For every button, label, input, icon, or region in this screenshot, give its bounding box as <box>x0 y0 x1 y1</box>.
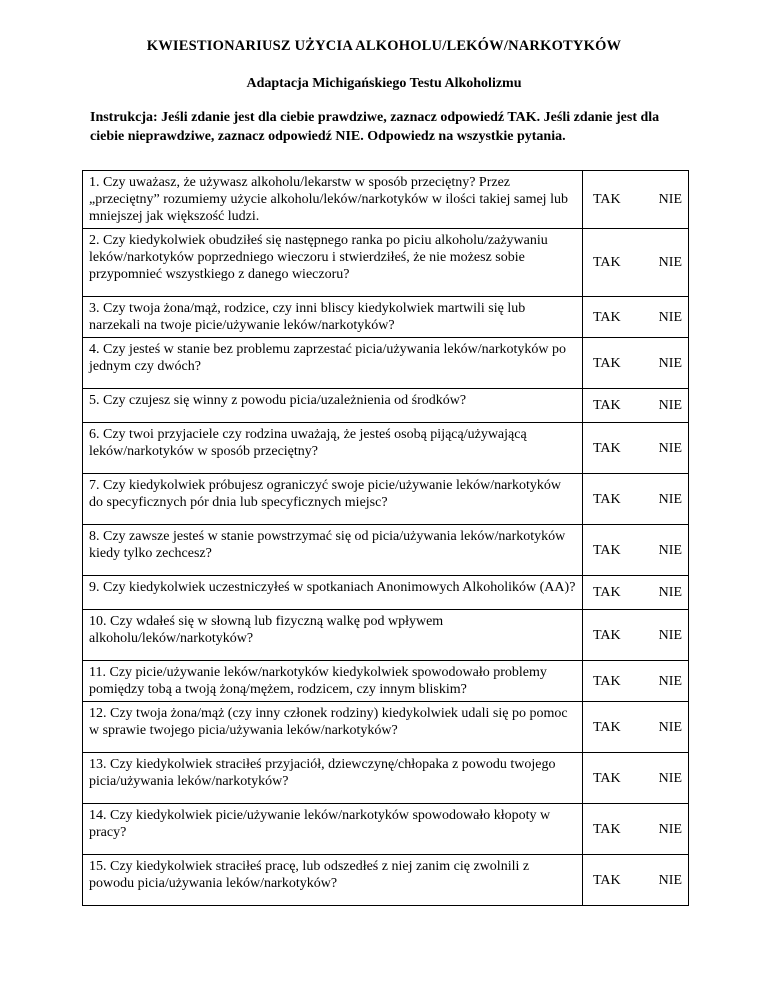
answer-yes[interactable]: TAK <box>593 821 621 837</box>
question-text: 14. Czy kiedykolwiek picie/używanie leków/narkotyków spowodowało kłopoty w pracy? <box>89 808 551 840</box>
question-cell <box>83 804 583 855</box>
question-row <box>83 229 689 297</box>
question-cell <box>83 474 583 525</box>
answer-yes[interactable]: TAK <box>593 627 621 643</box>
question-cell <box>83 423 583 474</box>
row-spacer <box>89 375 577 385</box>
question-text: 1. Czy uważasz, że używasz alkoholu/lekarstw w sposób przeciętny? Przez „przeciętny” rozumiemy użycie alkoholu/leków/narkotyków w ilości takiej samej lub mniejszej jak większość ludzi. <box>89 175 568 224</box>
question-text: 5. Czy czujesz się winny z powodu picia/uzależnienia od środków? <box>89 393 467 408</box>
answer-yes[interactable]: TAK <box>593 255 621 270</box>
question-text: 6. Czy twoi przyjaciele czy rodzina uważają, że jesteś osobą pijącą/używającą leków/narkotyków w sposób przeciętny? <box>89 427 527 459</box>
question-row <box>83 171 689 229</box>
questionnaire-table <box>82 170 689 906</box>
answer-no[interactable]: NIE <box>658 673 682 689</box>
answer-cell <box>583 661 689 702</box>
answer-no[interactable]: NIE <box>658 355 682 371</box>
answer-cell <box>583 702 689 753</box>
question-cell <box>83 389 583 423</box>
row-spacer <box>89 892 577 902</box>
question-row <box>83 702 689 753</box>
answer-no[interactable]: NIE <box>658 719 682 735</box>
row-spacer <box>89 739 577 749</box>
question-text: 15. Czy kiedykolwiek straciłeś pracę, lub odszedłeś z niej zanim cię zwolnili z powodu picia/używania leków/narkotyków? <box>89 859 530 891</box>
answer-yes[interactable]: TAK <box>593 585 621 600</box>
answer-options <box>589 719 683 736</box>
answer-cell <box>583 229 689 297</box>
question-text: 13. Czy kiedykolwiek straciłeś przyjaciół, dziewczynę/chłopaka z powodu twojego picia/używania leków/narkotyków? <box>89 757 556 789</box>
question-row <box>83 753 689 804</box>
answer-options <box>589 872 683 889</box>
question-row <box>83 525 689 576</box>
answer-yes[interactable]: TAK <box>593 542 621 558</box>
answer-yes[interactable]: TAK <box>593 872 621 888</box>
question-row <box>83 855 689 906</box>
answer-no[interactable]: NIE <box>658 192 682 207</box>
answer-cell <box>583 610 689 661</box>
question-cell <box>83 171 583 229</box>
answer-cell <box>583 297 689 338</box>
answer-cell <box>583 423 689 474</box>
question-cell <box>83 661 583 702</box>
answer-options <box>589 584 683 601</box>
question-row <box>83 389 689 423</box>
question-row <box>83 576 689 610</box>
row-spacer <box>89 841 577 851</box>
question-cell <box>83 229 583 297</box>
question-cell <box>83 297 583 338</box>
answer-no[interactable]: NIE <box>658 542 682 558</box>
answer-no[interactable]: NIE <box>658 770 682 786</box>
answer-cell <box>583 753 689 804</box>
answer-cell <box>583 338 689 389</box>
answer-options <box>589 309 683 326</box>
question-cell <box>83 576 583 610</box>
answer-options <box>589 397 683 414</box>
question-row <box>83 804 689 855</box>
answer-cell <box>583 855 689 906</box>
answer-options <box>589 627 683 644</box>
question-cell <box>83 525 583 576</box>
answer-yes[interactable]: TAK <box>593 673 621 689</box>
instructions: Instrukcja: Jeśli zdanie jest dla ciebie prawdziwe, zaznacz odpowiedź TAK. Jeśli zdanie jest dla ciebie nieprawdziwe, zaznacz odpowiedź NIE. Odpowiedz na wszystkie pytania. <box>90 110 660 144</box>
question-text: 10. Czy wdałeś się w słowną lub fizyczną walkę pod wpływem alkoholu/leków/narkotyków? <box>89 614 444 646</box>
answer-options <box>589 254 683 271</box>
answer-no[interactable]: NIE <box>658 627 682 643</box>
answer-cell <box>583 389 689 423</box>
question-text: 4. Czy jesteś w stanie bez problemu zaprzestać picia/używania leków/narkotyków po jednym czy dwóch? <box>89 342 567 374</box>
answer-options <box>589 491 683 508</box>
question-text: 2. Czy kiedykolwiek obudziłeś się następnego ranka po piciu alkoholu/zażywaniu leków/narkotyków poprzedniego wieczoru i stwierdziłeś, że nie możesz sobie przypomnieć wszystkiego z danego wieczoru? <box>89 233 548 282</box>
question-text: 7. Czy kiedykolwiek próbujesz ograniczyć swoje picie/używanie leków/narkotyków do specyficznych pór dnia lub specyficznych miejsc? <box>89 478 561 510</box>
answer-cell <box>583 525 689 576</box>
answer-options <box>589 191 683 208</box>
answer-yes[interactable]: TAK <box>593 398 621 413</box>
question-row <box>83 423 689 474</box>
answer-yes[interactable]: TAK <box>593 440 621 456</box>
row-spacer <box>89 460 577 470</box>
row-spacer <box>89 409 577 419</box>
answer-no[interactable]: NIE <box>658 585 682 600</box>
row-spacer <box>89 283 577 293</box>
row-spacer <box>89 562 577 572</box>
answer-options <box>589 542 683 559</box>
document-title: KWIESTIONARIUSZ UŻYCIA ALKOHOLU/LEKÓW/NARKOTYKÓW <box>146 38 622 54</box>
question-row <box>83 297 689 338</box>
answer-options <box>589 355 683 372</box>
answer-yes[interactable]: TAK <box>593 719 621 735</box>
answer-yes[interactable]: TAK <box>593 770 621 786</box>
answer-no[interactable]: NIE <box>658 398 682 413</box>
answer-no[interactable]: NIE <box>658 255 682 270</box>
row-spacer <box>89 647 577 657</box>
answer-no[interactable]: NIE <box>658 821 682 837</box>
question-cell <box>83 855 583 906</box>
question-text: 3. Czy twoja żona/mąż, rodzice, czy inni bliscy kiedykolwiek martwili się lub narzekali na twoje picie/używanie leków/narkotyków? <box>89 301 526 333</box>
answer-yes[interactable]: TAK <box>593 491 621 507</box>
answer-no[interactable]: NIE <box>658 440 682 456</box>
row-spacer <box>89 511 577 521</box>
document-subtitle: Adaptacja Michigańskiego Testu Alkoholizmu <box>246 76 522 91</box>
answer-no[interactable]: NIE <box>658 309 682 325</box>
answer-cell <box>583 576 689 610</box>
question-row <box>83 610 689 661</box>
answer-yes[interactable]: TAK <box>593 355 621 371</box>
question-row <box>83 474 689 525</box>
question-cell <box>83 338 583 389</box>
question-text: 11. Czy picie/używanie leków/narkotyków kiedykolwiek spowodowało problemy pomiędzy tobą a twoją żoną/mężem, rodzicem, czy innym bliskim? <box>89 665 547 697</box>
question-text: 12. Czy twoja żona/mąż (czy inny członek rodziny) kiedykolwiek udali się po pomoc w sprawie twojego picia/używania leków/narkotyków? <box>89 706 568 738</box>
question-cell <box>83 610 583 661</box>
answer-cell <box>583 474 689 525</box>
answer-options <box>589 440 683 457</box>
answer-yes[interactable]: TAK <box>593 309 621 325</box>
question-cell <box>83 702 583 753</box>
answer-cell <box>583 171 689 229</box>
question-cell <box>83 753 583 804</box>
answer-options <box>589 770 683 787</box>
question-text: 9. Czy kiedykolwiek uczestniczyłeś w spotkaniach Anonimowych Alkoholików (AA)? <box>89 580 576 595</box>
question-row <box>83 338 689 389</box>
question-row <box>83 661 689 702</box>
question-text: 8. Czy zawsze jesteś w stanie powstrzymać się od picia/używania leków/narkotyków kiedy tylko zechcesz? <box>89 529 566 561</box>
answer-cell <box>583 804 689 855</box>
answer-options <box>589 673 683 690</box>
answer-yes[interactable]: TAK <box>593 192 621 207</box>
answer-options <box>589 821 683 838</box>
row-spacer <box>89 790 577 800</box>
row-spacer <box>89 596 577 606</box>
answer-no[interactable]: NIE <box>658 491 682 507</box>
answer-no[interactable]: NIE <box>658 872 682 888</box>
